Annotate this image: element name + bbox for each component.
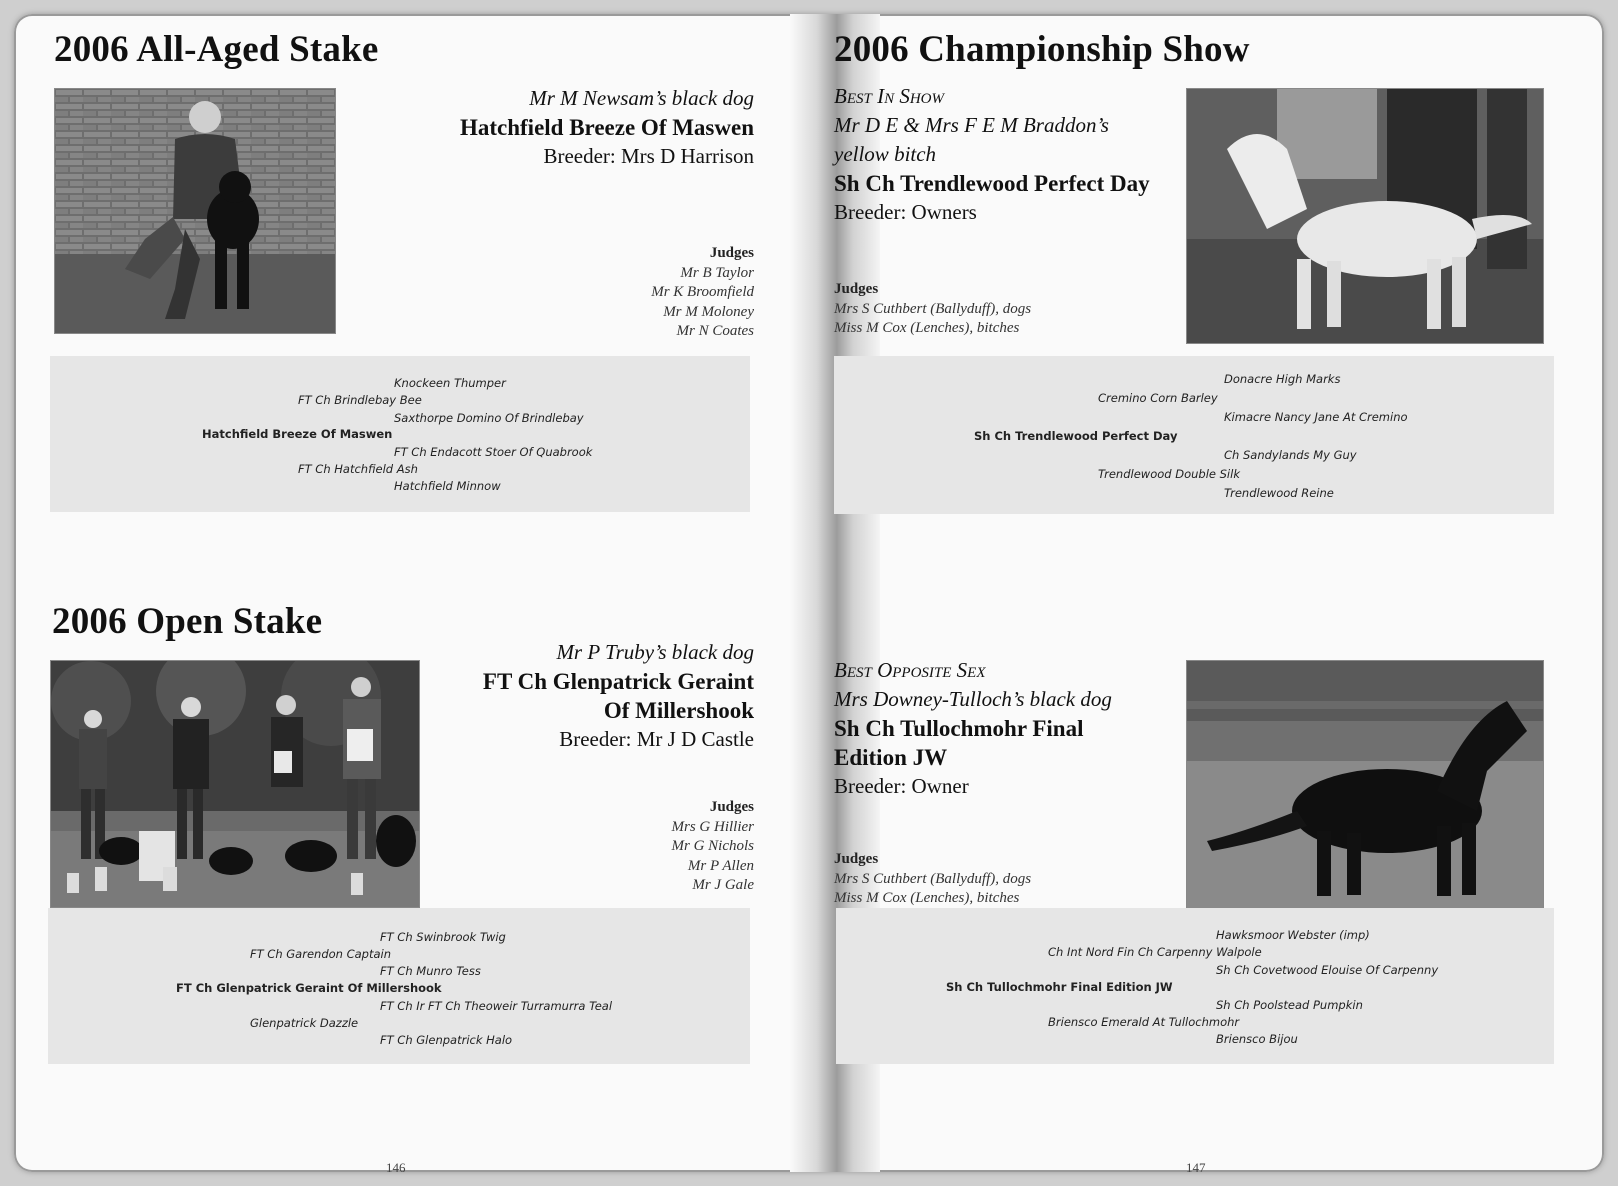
judge-name: Mr G Nichols <box>671 838 754 854</box>
best-in-show-judges-label: Judges <box>834 281 879 297</box>
open-stake-pedigree <box>48 908 750 1064</box>
judge-name: Mr N Coates <box>676 323 754 339</box>
open-stake-owner: Mr P Truby’s black dog <box>556 640 754 664</box>
best-opposite-sex-award: Best Opposite Sex <box>834 658 986 682</box>
best-opposite-sex-dog-name-line2: Edition JW <box>834 745 948 770</box>
best-opposite-sex-owner: Mrs Downey-Tulloch’s black dog <box>834 687 1112 711</box>
all-aged-owner: Mr M Newsam’s black dog <box>529 86 754 110</box>
judge-name: Mrs S Cuthbert (Ballyduff), dogs <box>834 300 1032 317</box>
left-page <box>14 14 804 1172</box>
best-in-show-owner-line2: yellow bitch <box>834 142 937 166</box>
all-aged-pedigree <box>50 356 750 512</box>
best-in-show-dog-name: Sh Ch Trendlewood Perfect Day <box>834 171 1150 196</box>
pedigree-subject: Sh Ch Tullochmohr Final Edition JW <box>946 980 1173 994</box>
pedigree-dam: Trendlewood Double Silk <box>1098 467 1240 481</box>
judge-name: Mr M Moloney <box>663 303 754 320</box>
judge-name: Miss M Cox (Lenches), bitches <box>834 320 1020 336</box>
open-stake-breeder: Breeder: Mr J D Castle <box>559 727 754 751</box>
judge-name: Mr J Gale <box>692 877 754 893</box>
judge-name: Mr K Broomfield <box>651 284 754 300</box>
book-spread <box>14 14 1604 1172</box>
judge-name: Mrs G Hillier <box>671 818 754 835</box>
judge-name: Miss M Cox (Lenches), bitches <box>834 890 1020 906</box>
open-stake-dog-name-line1: FT Ch Glenpatrick Geraint <box>482 669 754 694</box>
pedigree-sire-sire: Hawksmoor Webster (imp) <box>1216 928 1370 942</box>
open-stake-winner-details <box>414 638 754 754</box>
all-aged-dog-name: Hatchfield Breeze Of Maswen <box>459 115 754 140</box>
pedigree-sire-dam: Saxthorpe Domino Of Brindlebay <box>394 411 584 425</box>
pedigree-dam-sire: FT Ch Ir FT Ch Theoweir Turramurra Teal <box>380 999 613 1013</box>
pedigree-dam-dam: FT Ch Glenpatrick Halo <box>380 1033 513 1047</box>
pedigree-sire: Cremino Corn Barley <box>1098 391 1218 405</box>
pedigree-dam-sire: FT Ch Endacott Stoer Of Quabrook <box>394 445 593 459</box>
open-stake-title: 2006 Open Stake <box>52 601 323 642</box>
best-in-show-photo <box>1186 88 1544 344</box>
pedigree-dam-sire: Ch Sandylands My Guy <box>1224 448 1357 462</box>
pedigree-dam-sire: Sh Ch Poolstead Pumpkin <box>1216 998 1363 1012</box>
all-aged-judges-label: Judges <box>709 245 754 261</box>
pedigree-sire-sire: Knockeen Thumper <box>394 376 506 390</box>
best-in-show-judges <box>834 280 1154 339</box>
best-in-show-details <box>834 82 1194 227</box>
pedigree-sire-dam: FT Ch Munro Tess <box>380 964 481 978</box>
all-aged-stake-title: 2006 All-Aged Stake <box>54 29 379 70</box>
open-stake-judges-label: Judges <box>709 799 754 815</box>
pedigree-dam: Glenpatrick Dazzle <box>250 1016 359 1030</box>
pedigree-sire-dam: Kimacre Nancy Jane At Cremino <box>1224 410 1408 424</box>
pedigree-dam-dam: Trendlewood Reine <box>1224 486 1334 500</box>
best-opposite-sex-details <box>834 656 1194 801</box>
all-aged-winner-photo <box>54 88 336 334</box>
judge-name: Mrs S Cuthbert (Ballyduff), dogs <box>834 870 1032 887</box>
pedigree-sire-sire: FT Ch Swinbrook Twig <box>380 930 506 944</box>
pedigree-dam: FT Ch Hatchfield Ash <box>298 462 418 476</box>
best-in-show-award: Best In Show <box>834 84 944 108</box>
pedigree-dam-dam: Briensco Bijou <box>1216 1032 1298 1046</box>
best-in-show-pedigree <box>834 356 1554 514</box>
judge-name: Mr P Allen <box>687 857 754 874</box>
pedigree-sire-sire: Donacre High Marks <box>1224 372 1341 386</box>
all-aged-winner-details <box>414 84 754 171</box>
pedigree-subject: Sh Ch Trendlewood Perfect Day <box>974 429 1178 443</box>
pedigree-dam-dam: Hatchfield Minnow <box>394 479 501 493</box>
page-number: 146 <box>386 1160 406 1172</box>
best-opposite-sex-photo <box>1186 660 1544 910</box>
best-opposite-sex-breeder: Breeder: Owner <box>834 774 969 798</box>
pedigree-sire: FT Ch Garendon Captain <box>250 947 392 961</box>
page-number: 147 <box>1186 1160 1206 1172</box>
open-stake-judges <box>554 798 754 896</box>
pedigree-sire-dam: Sh Ch Covetwood Elouise Of Carpenny <box>1216 963 1439 977</box>
pedigree-dam: Briensco Emerald At Tullochmohr <box>1048 1015 1240 1029</box>
open-stake-dog-name-line2: Of Millershook <box>603 698 754 723</box>
pedigree-subject: Hatchfield Breeze Of Maswen <box>202 427 393 441</box>
best-opposite-sex-dog-name-line1: Sh Ch Tullochmohr Final <box>834 716 1084 741</box>
pedigree-subject: FT Ch Glenpatrick Geraint Of Millershook <box>176 981 442 995</box>
best-opposite-sex-judges-label: Judges <box>834 851 879 867</box>
championship-show-title: 2006 Championship Show <box>834 29 1250 70</box>
right-page <box>834 14 1604 1172</box>
best-opposite-sex-judges <box>834 850 1154 909</box>
all-aged-judges <box>554 244 754 342</box>
pedigree-sire: FT Ch Brindlebay Bee <box>298 393 422 407</box>
best-in-show-breeder: Breeder: Owners <box>834 200 977 224</box>
pedigree-sire: Ch Int Nord Fin Ch Carpenny Walpole <box>1048 945 1262 959</box>
judge-name: Mr B Taylor <box>680 264 754 281</box>
all-aged-breeder: Breeder: Mrs D Harrison <box>543 144 754 168</box>
best-opposite-sex-pedigree <box>836 908 1554 1064</box>
open-stake-winners-photo <box>50 660 420 908</box>
best-in-show-owner-line1: Mr D E & Mrs F E M Braddon’s <box>834 113 1109 137</box>
